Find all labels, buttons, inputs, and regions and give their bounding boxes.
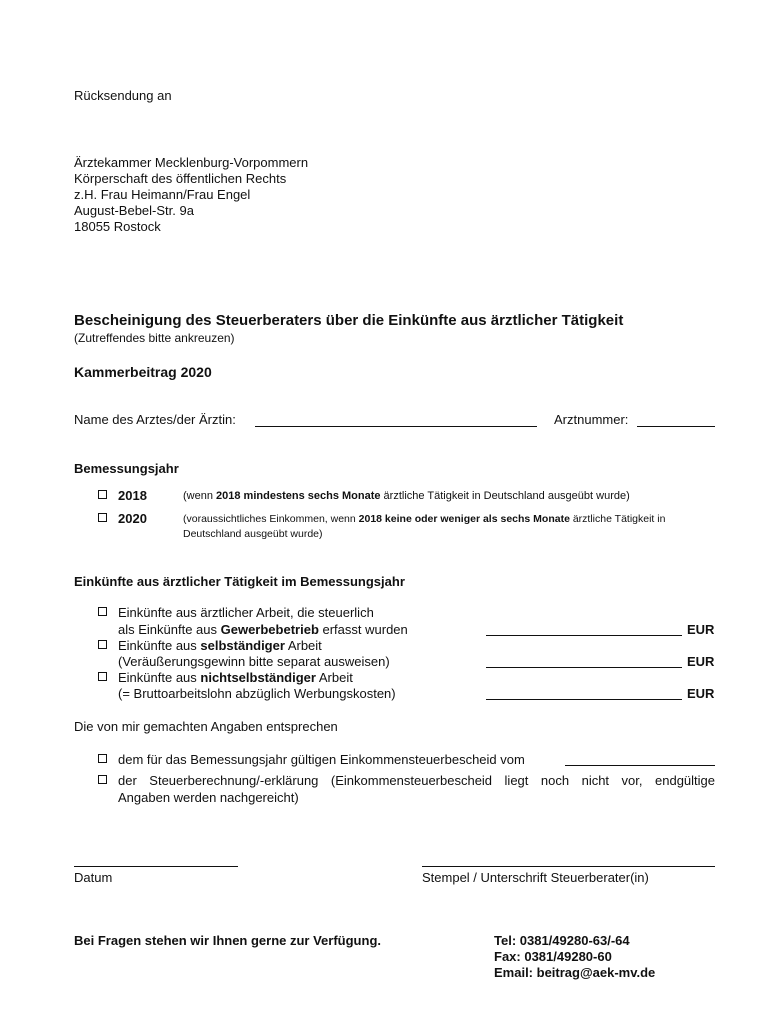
option-2018-description (183, 490, 630, 502)
checkbox-income-self-employed[interactable] (98, 640, 107, 649)
income-employed-pre: Einkünfte aus (118, 670, 201, 685)
option-2018-post: ärztliche Tätigkeit in Deutschland ausgeübt wurde) (380, 490, 630, 502)
income-employed-bold: nichtselbständiger (200, 670, 316, 685)
option-2020-description-line2: Deutschland ausgeübt wurde) (183, 528, 323, 540)
income-heading: Einkünfte aus ärztlicher Tätigkeit im Bemessungsjahr (74, 574, 405, 589)
checkbox-income-employed[interactable] (98, 672, 107, 681)
return-label: Rücksendung an (74, 88, 172, 103)
name-label: Name des Arztes/der Ärztin: (74, 412, 236, 427)
footer-email[interactable]: Email: beitrag@aek-mv.de (494, 965, 656, 980)
income-self-employed-post: Arbeit (284, 638, 322, 653)
option-2018-pre: (wenn (183, 490, 217, 502)
declaration-option-1: dem für das Bemessungsjahr gültigen Einkommensteuerbescheid vom (118, 752, 525, 767)
income-self-employed-amount-line[interactable] (486, 667, 682, 668)
option-2020-year: 2020 (118, 511, 147, 526)
tax-assessment-date-line[interactable] (565, 765, 715, 766)
checkbox-2018[interactable] (98, 490, 107, 499)
declaration-intro: Die von mir gemachten Angaben entsprechen (74, 719, 338, 734)
address-line-1: Ärztekammer Mecklenburg-Vorpommern (74, 155, 309, 170)
option-2018-bold: 2018 mindestens sechs Monate (216, 490, 381, 502)
income-employed-amount-line[interactable] (486, 699, 682, 700)
address-line-3: z.H. Frau Heimann/Frau Engel (74, 187, 251, 202)
footer-fax: Fax: 0381/49280-60 (494, 949, 612, 964)
address-line-5: 18055 Rostock (74, 219, 161, 234)
option-2020-description (183, 513, 665, 525)
footer-questions: Bei Fragen stehen wir Ihnen gerne zur Verfügung. (74, 933, 381, 948)
income-employed-line1 (118, 670, 353, 685)
stamp-signature-line[interactable] (422, 866, 715, 867)
fee-heading: Kammerbeitrag 2020 (74, 364, 212, 380)
checkbox-income-commercial[interactable] (98, 607, 107, 616)
option-2020-post: ärztliche Tätigkeit in (569, 513, 666, 525)
checkbox-2020[interactable] (98, 513, 107, 522)
income-commercial-bold: Gewerbebetrieb (220, 622, 319, 637)
declaration-option-2-line2: Angaben werden nachgereicht) (118, 790, 299, 805)
option-2018-year: 2018 (118, 488, 147, 503)
income-commercial-line1: Einkünfte aus ärztlicher Arbeit, die steuerlich (118, 605, 374, 620)
income-self-employed-currency: EUR (687, 654, 715, 669)
address-line-4: August-Bebel-Str. 9a (74, 203, 194, 218)
income-employed-post: Arbeit (315, 670, 353, 685)
form-subtitle: (Zutreffendes bitte ankreuzen) (74, 331, 235, 345)
doctor-number-label: Arztnummer: (554, 412, 629, 427)
declaration-option-2-line1: der Steuerberechnung/-erklärung (Einkommensteuerbescheid liegt noch nicht vor, endgültige (118, 773, 715, 788)
assessment-year-heading: Bemessungsjahr (74, 461, 179, 476)
address-line-2: Körperschaft des öffentlichen Rechts (74, 171, 287, 186)
name-input-line[interactable] (255, 426, 537, 427)
date-label: Datum (74, 870, 113, 885)
checkbox-tax-assessment[interactable] (98, 754, 107, 763)
income-employed-line2: (= Bruttoarbeitslohn abzüglich Werbungskosten) (118, 686, 396, 701)
stamp-label: Stempel / Unterschrift Steuerberater(in) (422, 870, 649, 885)
income-commercial-currency: EUR (687, 622, 715, 637)
option-2020-pre: (voraussichtliches Einkommen, wenn (183, 513, 359, 525)
income-commercial-amount-line[interactable] (486, 635, 682, 636)
income-self-employed-bold: selbständiger (200, 638, 285, 653)
income-commercial-line2 (118, 622, 408, 637)
doctor-number-input-line[interactable] (637, 426, 715, 427)
income-self-employed-line1 (118, 638, 322, 653)
date-signature-line[interactable] (74, 866, 238, 867)
footer-tel: Tel: 0381/49280-63/-64 (494, 933, 630, 948)
income-self-employed-pre: Einkünfte aus (118, 638, 201, 653)
income-self-employed-line2: (Veräußerungsgewinn bitte separat ausweisen) (118, 654, 390, 669)
checkbox-tax-calculation[interactable] (98, 775, 107, 784)
form-title: Bescheinigung des Steuerberaters über die Einkünfte aus ärztlicher Tätigkeit (74, 312, 624, 329)
option-2020-bold: 2018 keine oder weniger als sechs Monate (358, 513, 570, 525)
income-employed-currency: EUR (687, 686, 715, 701)
income-commercial-pre: als Einkünfte aus (118, 622, 221, 637)
income-commercial-post: erfasst wurden (318, 622, 408, 637)
